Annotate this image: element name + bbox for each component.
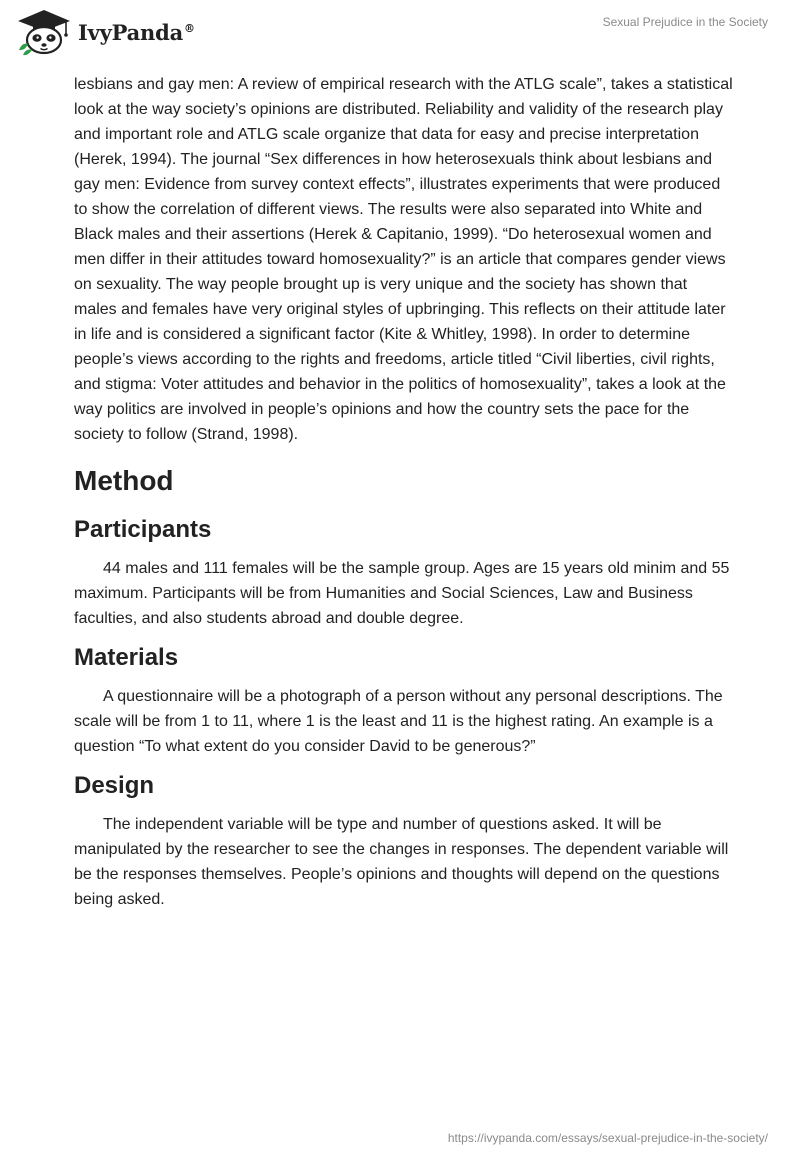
essay-content: [74, 72, 734, 912]
method-heading: Method: [74, 465, 174, 496]
registered-mark: ®: [184, 21, 195, 35]
panda-graduation-cap-icon: [16, 8, 72, 56]
participants-heading: Participants: [74, 516, 212, 543]
materials-heading: Materials: [74, 644, 179, 671]
intro-paragraph: lesbians and gay men: A review of empirical research with the ATLG scale”, takes a statistical look at the way society’s opinions are distributed. Reliability and validity of the research play and important role and ATLG scale organize that data for easy and precise interpretation (Herek, 1994). The journal “Sex differences in how heterosexuals think about lesbians and gay men: Evidence from survey context effects”, illustrates experiments that were produced to show the correlation of different views. The results were also separated into White and Black males and their assertions (Herek & Capitanio, 1999). “Do heterosexual women and men differ in their attitudes toward homosexuality?” is an article that compares gender views on sexuality. The way people brought up is very unique and the society has shown that males and females have very original styles of upbringing. This reflects on their attitude later in life and is considered a significant factor (Kite & Whitley, 1998). In order to determine people’s views according to the rights and freedoms, article titled “Civil liberties, civil rights, and stigma: Voter attitudes and behavior in the politics of homosexuality”, takes a look at the way politics are involved in people’s opinions and how the country sets the pace for the society to follow (Strand, 1998).: [74, 76, 733, 443]
design-paragraph: The independent variable will be type and number of questions asked. It will be manipulated by the researcher to see the changes in responses. The dependent variable will be the responses themselves. People’s opinions and thoughts will depend on the questions being asked.: [74, 816, 729, 908]
participants-paragraph: 44 males and 111 females will be the sample group. Ages are 15 years old minim and 55 maximum. Participants will be from Humanities and Social Sciences, Law and Business faculties, and also students abroad and double degree.: [74, 560, 730, 627]
logo-wordmark: IvyPanda®: [78, 19, 195, 45]
document-title: Sexual Prejudice in the Society: [602, 15, 768, 29]
design-heading: Design: [74, 772, 155, 799]
ivypanda-logo[interactable]: [16, 8, 195, 56]
page-header: [0, 0, 800, 70]
materials-paragraph: A questionnaire will be a photograph of a person without any personal descriptions. The scale will be from 1 to 11, where 1 is the least and 11 is the highest rating. An example is a question “To what extent do you consider David to be generous?”: [74, 688, 723, 755]
source-url-link[interactable]: https://ivypanda.com/essays/sexual-prejudice-in-the-society/: [447, 1131, 768, 1145]
